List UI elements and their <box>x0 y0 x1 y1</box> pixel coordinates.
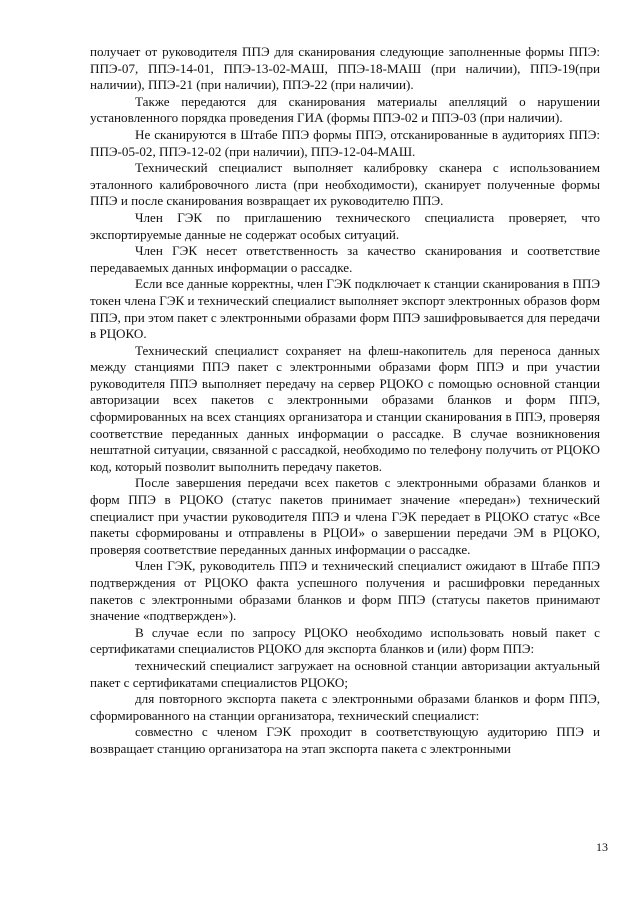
paragraph: для повторного экспорта пакета с электронными образами бланков и форм ППЭ, сформированного на станции организатора, технический специалист: <box>90 691 600 723</box>
paragraph: технический специалист загружает на основной станции авторизации актуальный пакет с сертификатами специалистов РЦОКО; <box>90 657 600 690</box>
page-number: 13 <box>596 840 608 854</box>
paragraph: совместно с членом ГЭК проходит в соответствующую аудиторию ППЭ и возвращает станцию организатора на этап экспорта пакета с электронными <box>90 724 600 756</box>
paragraph: Член ГЭК по приглашению технического специалиста проверяет, что экспортируемые данные не содержат особых ситуаций. <box>90 209 600 242</box>
paragraph: В случае если по запросу РЦОКО необходимо использовать новый пакет с сертификатами специалистов РЦОКО для экспорта бланков и (или) форм ППЭ: <box>90 624 600 657</box>
paragraph: Член ГЭК, руководитель ППЭ и технический специалист ожидают в Штабе ППЭ подтверждения от РЦОКО факта успешного получения и расшифровки переданных пакетов с электронными образами бланков и форм ППЭ (статусы пакетов принимают значение «подтвержден»). <box>90 558 600 624</box>
paragraph: Не сканируются в Штабе ППЭ формы ППЭ, отсканированные в аудиториях ППЭ: ППЭ-05-02, ППЭ-12-02 (при наличии), ППЭ-12-04-МАШ. <box>90 126 600 159</box>
paragraph: Технический специалист выполняет калибровку сканера с использованием эталонного калибровочного листа (при необходимости), сканирует полученные формы ППЭ и после сканирования возвращает их руководителю ППЭ. <box>90 160 600 209</box>
paragraph: Технический специалист сохраняет на флеш-накопитель для переноса данных между станциями ППЭ пакет с электронными образами форм ППЭ и при участии руководителя ППЭ выполняет передачу на сервер РЦОКО с помощью основной станции авторизации всех пакетов с электронными образами бланков и форм ППЭ, сформированных на всех станциях организатора и станции сканирования в ППЭ, проверяя соответствие переданных данных информации о рассадке. В случае возникновения нештатной ситуации, связанной с рассадкой, необходимо по телефону получить от РЦОКО код, который позволит выполнить передачу пакетов. <box>90 342 600 474</box>
document-page <box>90 44 600 758</box>
paragraph: Если все данные корректны, член ГЭК подключает к станции сканирования в ППЭ токен члена ГЭК и технический специалист выполняет экспорт электронных образов форм ППЭ, при этом пакет с электронными образами форм ППЭ зашифровывается для передачи в РЦОКО. <box>90 276 600 342</box>
paragraph: После завершения передачи всех пакетов с электронными образами бланков и форм ППЭ в РЦОКО (статус пакетов принимает значение «передан») технический специалист при участии руководителя ППЭ и члена ГЭК передает в РЦОКО статус «Все пакеты сформированы и отправлены в РЦОИ» о завершении передачи ЭМ в РЦОКО, проверяя соответствие переданных данных информации о рассадке. <box>90 475 600 557</box>
paragraph: Также передаются для сканирования материалы апелляций о нарушении установленного порядка проведения ГИА (формы ППЭ-02 и ППЭ-03 (при наличии). <box>90 93 600 126</box>
paragraph: получает от руководителя ППЭ для сканирования следующие заполненные формы ППЭ: ППЭ-07, ППЭ-14-01, ППЭ-13-02-МАШ, ППЭ-18-МАШ (при наличии), ППЭ-19(при наличии), ППЭ-21 (при наличии), ППЭ-22 (при наличии). <box>90 44 600 93</box>
paragraph: Член ГЭК несет ответственность за качество сканирования и соответствие передаваемых данных информации о рассадке. <box>90 243 600 275</box>
